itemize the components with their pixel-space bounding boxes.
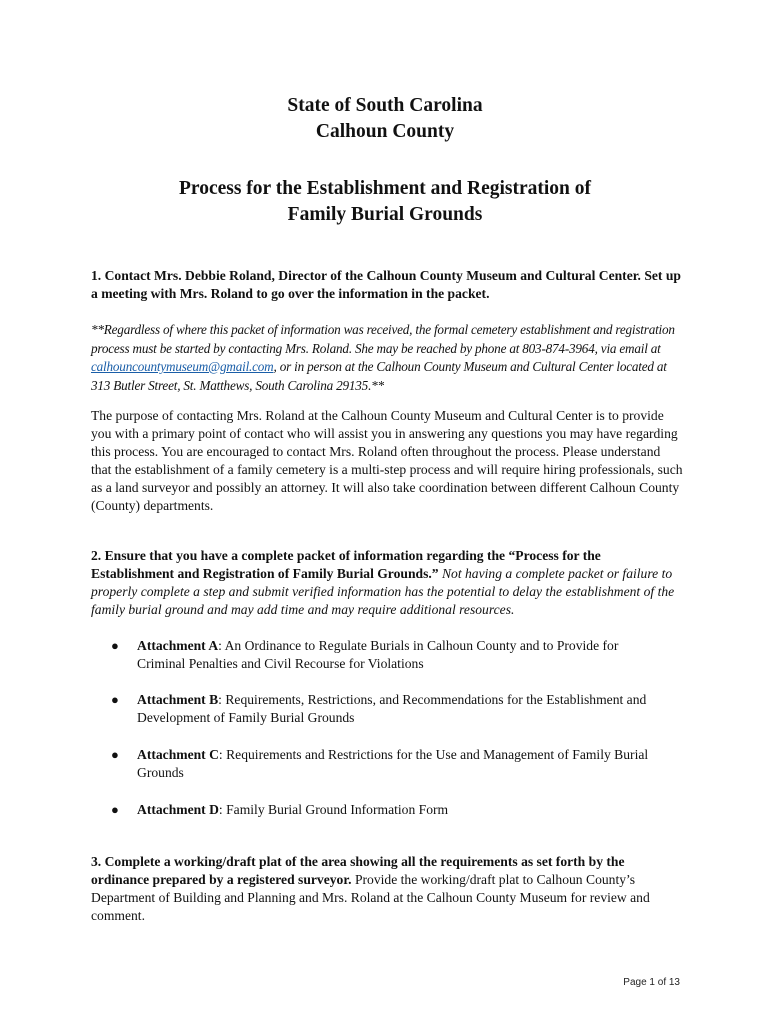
attachment-description: : Requirements and Restrictions for the Use and Management of Family Burial Grounds	[137, 747, 649, 780]
state-line: State of South Carolina	[287, 95, 483, 116]
email-link[interactable]: calhouncountymuseum@gmail.com	[91, 359, 274, 374]
title-line-2: Family Burial Grounds	[287, 204, 483, 225]
step-1-note-text-b: , or in person at the Calhoun County Museum and Cultural Center located at 313 Butler Street, St. Matthews, South Carolina 29135.**	[91, 359, 667, 393]
step-2-heading: 2. Ensure that you have a complete packet of information regarding the “Process for the Establishment and Registration of Family Burial Grounds.”	[91, 548, 601, 581]
county-line: Calhoun County	[315, 121, 455, 142]
step-3-heading: 3. Complete a working/draft plat of the area showing all the requirements as set forth by the ordinance prepared by a registered surveyor.	[91, 854, 625, 887]
attachment-description: : An Ordinance to Regulate Burials in Calhoun County and to Provide for Criminal Penalties and Civil Recourse for Violations	[137, 638, 619, 671]
title-line-1: Process for the Establishment and Registration of	[178, 178, 591, 199]
step-2-paragraph	[91, 547, 683, 619]
bullet-icon: ●	[111, 747, 119, 762]
step-3-paragraph	[91, 853, 683, 925]
attachment-name: Attachment C	[137, 747, 219, 762]
attachment-name: Attachment A	[137, 638, 219, 653]
attachment-name: Attachment D	[137, 802, 219, 817]
attachment-name: Attachment B	[137, 692, 219, 707]
step-1-body: The purpose of contacting Mrs. Roland at the Calhoun County Museum and Cultural Center is to provide you with a primary point of contact who will assist you in answering any questions you may have regarding this process. You are encouraged to contact Mrs. Roland often throughout the process. Please understand that the establishment of a family cemetery is a multi-step process and will require hiring professionals, such as a land surveyor and possibly an attorney. It will also take coordination between different Calhoun County (County) departments.	[91, 408, 683, 513]
step-1-note-text-a: **Regardless of where this packet of information was received, the formal cemetery establishment and registration process must be started by contacting Mrs. Roland. She may be reached by phone at 803-874-3964, via email at	[91, 322, 675, 356]
step-1-heading: 1. Contact Mrs. Debbie Roland, Director of the Calhoun County Museum and Cultural Center. Set up a meeting with Mrs. Roland to go over the information in the packet.	[91, 268, 681, 301]
step-3-body: Provide the working/draft plat to Calhoun County’s Department of Building and Planning and Mrs. Roland at the Calhoun County Museum for review and comment.	[91, 872, 650, 923]
attachment-description: : Family Burial Ground Information Form	[218, 802, 449, 817]
bullet-icon: ●	[111, 692, 119, 707]
bullet-icon: ●	[111, 802, 119, 817]
document-title	[0, 176, 770, 228]
attachment-description: : Requirements, Restrictions, and Recommendations for the Establishment and Development of Family Burial Grounds	[137, 692, 647, 725]
page-number: Page 1 of 13	[623, 977, 680, 988]
document-header	[0, 93, 770, 145]
bullet-icon: ●	[111, 638, 119, 653]
step-2-note: Not having a complete packet or failure to properly complete a step and submit verified information has the potential to delay the establishment of the family burial ground and may add time and may require additional resources.	[91, 566, 675, 617]
step-1-note	[91, 321, 683, 395]
